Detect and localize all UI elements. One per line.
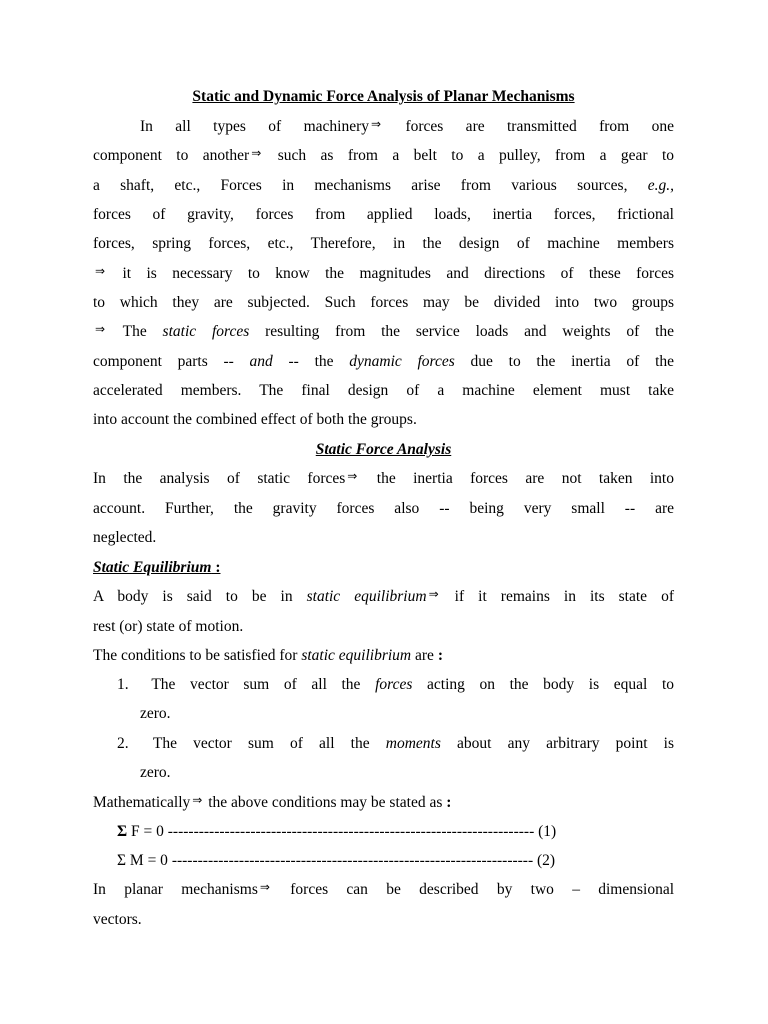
- intro-text: The: [122, 323, 147, 340]
- equilibrium-emphasis: static equilibrium: [306, 588, 427, 605]
- static-force-heading-row: [93, 440, 674, 460]
- intro-text: a shaft, etc., Forces in mechanisms arise from various sources,: [93, 177, 628, 194]
- intro-line-11: into account the combined effect of both the groups.: [93, 411, 417, 428]
- planar-text: forces can be described by two – dimensional: [290, 881, 675, 898]
- static-force-heading: Static Force Analysis: [315, 441, 452, 458]
- planar-line-1: [93, 880, 674, 900]
- intro-line-6: [93, 264, 674, 284]
- equation-leader: ----------------------------------------------------------------------: [171, 852, 534, 869]
- condition-text: The vector sum of all the: [152, 735, 370, 752]
- intro-text: resulting from the service loads and weights of the: [265, 323, 675, 340]
- intro-text: component parts --: [93, 353, 234, 370]
- math-text: Mathematically: [93, 794, 191, 811]
- equilibrium-text: A body is said to be in: [93, 588, 293, 605]
- conditions-text: The conditions to be satisfied for: [93, 647, 298, 664]
- heading-colon: :: [211, 559, 221, 576]
- conditions-colon: :: [433, 647, 443, 664]
- intro-line-8: [93, 322, 674, 342]
- implies-arrow-icon: ⇒: [259, 880, 270, 894]
- intro-line-3: [93, 176, 674, 196]
- conditions-emphasis: static equilibrium: [301, 647, 412, 664]
- intro-emphasis: e.g.,: [647, 177, 674, 194]
- condition-1-cont: zero.: [140, 705, 171, 722]
- intro-emphasis: and: [249, 353, 273, 370]
- equation-label: (2): [537, 852, 556, 869]
- equation-leader: -----------------------------------------------------------------------: [167, 823, 535, 840]
- condition-text: The vector sum of all the: [151, 676, 361, 693]
- math-intro: [93, 793, 674, 813]
- equation-expr: M = 0: [126, 852, 172, 869]
- document-title: Static and Dynamic Force Analysis of Planar Mechanisms: [192, 88, 575, 105]
- condition-2-cont: zero.: [140, 764, 171, 781]
- condition-2: [117, 734, 674, 754]
- static-line-3: neglected.: [93, 529, 157, 546]
- intro-emphasis: dynamic forces: [349, 353, 455, 370]
- condition-emphasis: forces: [375, 676, 413, 693]
- implies-arrow-icon: ⇒: [370, 117, 382, 131]
- condition-text: acting on the body is equal to: [427, 676, 674, 693]
- intro-line-4: forces of gravity, forces from applied loads, inertia forces, frictional: [93, 206, 674, 223]
- intro-emphasis: static forces: [162, 323, 250, 340]
- intro-text: due to the inertia of the: [470, 353, 675, 370]
- implies-arrow-icon: ⇒: [95, 264, 106, 278]
- intro-line-9: [93, 352, 674, 372]
- static-line-2: account. Further, the gravity forces also -- being very small -- are: [93, 500, 674, 517]
- equation-1: [117, 822, 674, 842]
- condition-emphasis: moments: [385, 735, 441, 752]
- planar-line-2: vectors.: [93, 911, 142, 928]
- condition-1: [117, 675, 674, 695]
- equilibrium-heading-row: [93, 558, 674, 578]
- static-text: In the analysis of static forces: [93, 470, 346, 487]
- static-line-1: [93, 469, 674, 489]
- equation-2: [117, 851, 674, 871]
- list-number: 2.: [117, 735, 129, 752]
- implies-arrow-icon: ⇒: [95, 322, 106, 336]
- intro-line-7: to which they are subjected. Such forces may be divided into two groups: [93, 294, 674, 311]
- equilibrium-text: if it remains in its state of: [454, 588, 675, 605]
- intro-text: such as from a belt to a pulley, from a gear to: [277, 147, 675, 164]
- implies-arrow-icon: ⇒: [251, 146, 262, 160]
- intro-line-2: [93, 146, 674, 166]
- intro-text: it is necessary to know the magnitudes and directions of these forces: [122, 265, 675, 282]
- conditions-intro: [93, 646, 674, 666]
- static-text: the inertia forces are not taken into: [376, 470, 674, 487]
- intro-line-10: accelerated members. The final design of a machine element must take: [93, 382, 674, 399]
- intro-text: In all types of machinery: [140, 118, 369, 135]
- planar-text: In planar mechanisms: [93, 881, 258, 898]
- intro-text: -- the: [288, 353, 334, 370]
- equilibrium-heading: Static Equilibrium: [93, 559, 212, 576]
- intro-text: component to another: [93, 147, 250, 164]
- equation-expr: F = 0: [127, 823, 168, 840]
- math-colon: :: [442, 794, 452, 811]
- intro-line-5: forces, spring forces, etc., Therefore, in the design of machine members: [93, 235, 674, 252]
- condition-text: about any arbitrary point is: [457, 735, 675, 752]
- intro-line-1: [140, 117, 674, 137]
- sigma-symbol: Σ: [117, 852, 127, 869]
- math-text: the above conditions may be stated as: [208, 794, 443, 811]
- implies-arrow-icon: ⇒: [428, 587, 439, 601]
- intro-text: forces are transmitted from one: [405, 118, 675, 135]
- list-number: 1.: [117, 676, 129, 693]
- implies-arrow-icon: ⇒: [347, 469, 358, 483]
- equilibrium-line-1: [93, 587, 674, 607]
- conditions-text: are: [415, 647, 434, 664]
- equilibrium-line-2: rest (or) state of motion.: [93, 618, 244, 635]
- sigma-symbol: Σ: [117, 823, 128, 840]
- equation-label: (1): [538, 823, 557, 840]
- implies-arrow-icon: ⇒: [192, 793, 203, 807]
